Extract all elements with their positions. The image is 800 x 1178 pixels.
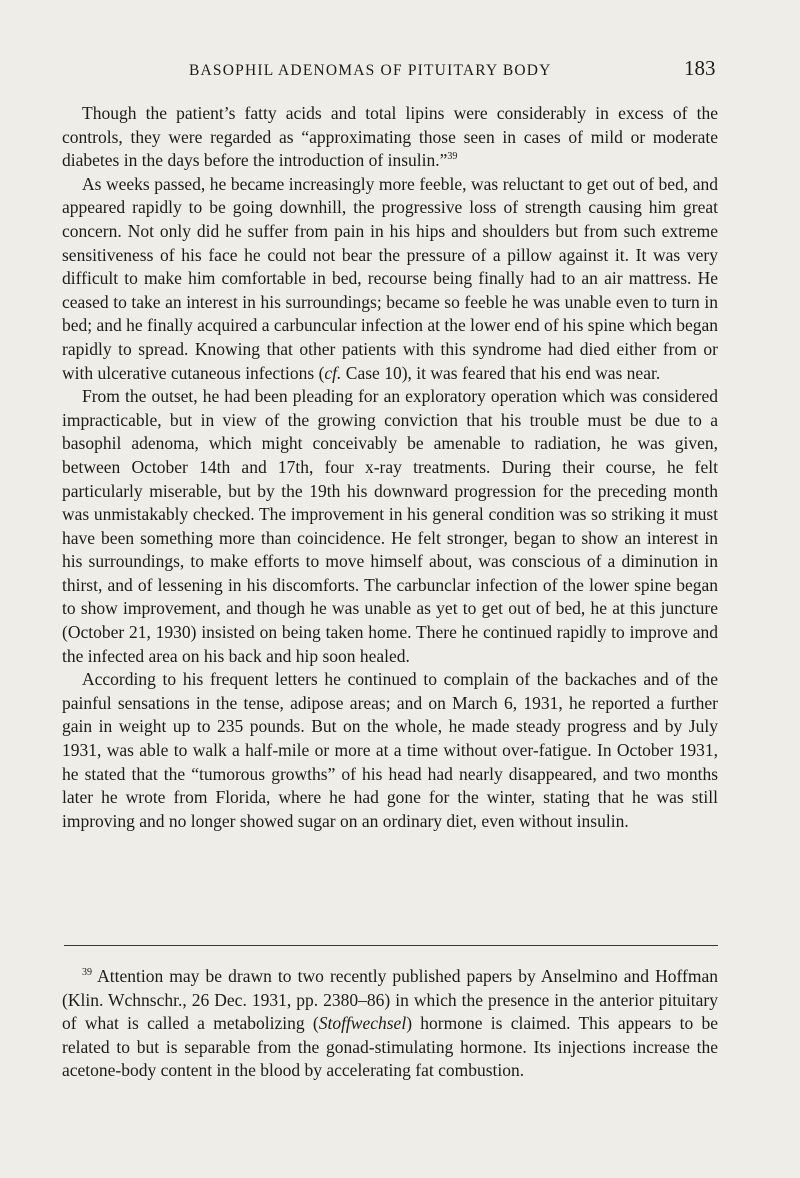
paragraph-2 xyxy=(62,173,718,385)
footnote-italic: Stoffwechsel xyxy=(318,1013,407,1034)
paragraph-1 xyxy=(62,102,718,173)
paragraph-2-text-a: As weeks passed, he became increasingly more feeble, was reluctant to get out of bed, and appeared rapidly to be going downhill, the progressive loss of strength causing him great concern. Not only did he suffer from pain in his hips and shoulders but from such extreme sensitiveness of his face he could not bear the pressure of a pillow against it. It was very difficult to make him comfortable in bed, recourse being finally had to an air mattress. He ceased to take an interest in his surroundings; became so feeble he was unable even to turn in bed; and he finally acquired a carbuncular infection at the lower end of his spine which began rapidly to spread. Knowing that other patients with this syndrome had died either from or with ulcerative cutaneous infections ( xyxy=(62,173,719,383)
paragraph-2-text-b: Case 10), it was feared that his end was near. xyxy=(341,362,661,383)
paragraph-1-text: Though the patient’s fatty acids and total lipins were considerably in excess of the controls, they were regarded as “approximating those seen in cases of mild or moderate diabetes in the days before the introduction of insulin.” xyxy=(62,103,718,171)
paragraph-4: According to his frequent letters he continued to complain of the backaches and of the painful sensations in the tense, adipose areas; and on March 6, 1931, he reported a further gain in weight up to 235 pounds. But on the whole, he made steady progress and by July 1931, was able to walk a half-mile or more at a time without over-fatigue. In October 1931, he stated that the “tumorous growths” of his head had nearly disappeared, and two months later he wrote from Florida, where he had gone for the winter, stating that he was still improving and no longer showed sugar on an ordinary diet, even without insulin. xyxy=(62,669,718,831)
running-header xyxy=(0,56,800,84)
footnote-divider xyxy=(64,945,718,946)
footnote-reference: 39 xyxy=(447,151,458,163)
footnote xyxy=(62,965,718,1083)
footnote-text-a: Attention may be drawn to two recently published papers by Anselmino and Hoffman (Klin. Wchnschr., 26 Dec. 1931, pp. 2380–86) in which the presence in the anterior pituitary of what is called a metabolizing ( xyxy=(62,966,718,1034)
page-number: 183 xyxy=(684,56,716,80)
body-text xyxy=(62,102,718,833)
running-title: BASOPHIL ADENOMAS OF PITUITARY BODY xyxy=(189,62,552,79)
paragraph-2-italic: cf. xyxy=(324,362,342,383)
footnote-marker: 39 xyxy=(82,967,92,978)
paragraph-3: From the outset, he had been pleading for an exploratory operation which was considered impracticable, but in view of the growing conviction that his trouble must be due to a basophil adenoma, which might conceivably be amenable to radiation, he was given, between October 14th and 17th, four x-ray treatments. During their course, he felt particularly miserable, but by the 19th his downward progression for the preceding month was unmistakably checked. The improvement in his general condition was so striking it must have been something more than coincidence. He felt stronger, began to show an interest in his surroundings, to make efforts to move himself about, was conscious of a diminution in thirst, and of lessening in his discomforts. The carbunclar infection of the lower spine began to show improvement, and though he was unable as yet to get out of bed, he at this juncture (October 21, 1930) insisted on being taken home. There he continued rapidly to improve and the infected area on his back and hip soon healed. xyxy=(62,386,718,666)
footnote-text-b: ) hormone is claimed. This appears to be related to but is separable from the gonad-stimulating hormone. Its injections increase the acetone-body content in the blood by accelerating fat combustion. xyxy=(62,1013,718,1081)
